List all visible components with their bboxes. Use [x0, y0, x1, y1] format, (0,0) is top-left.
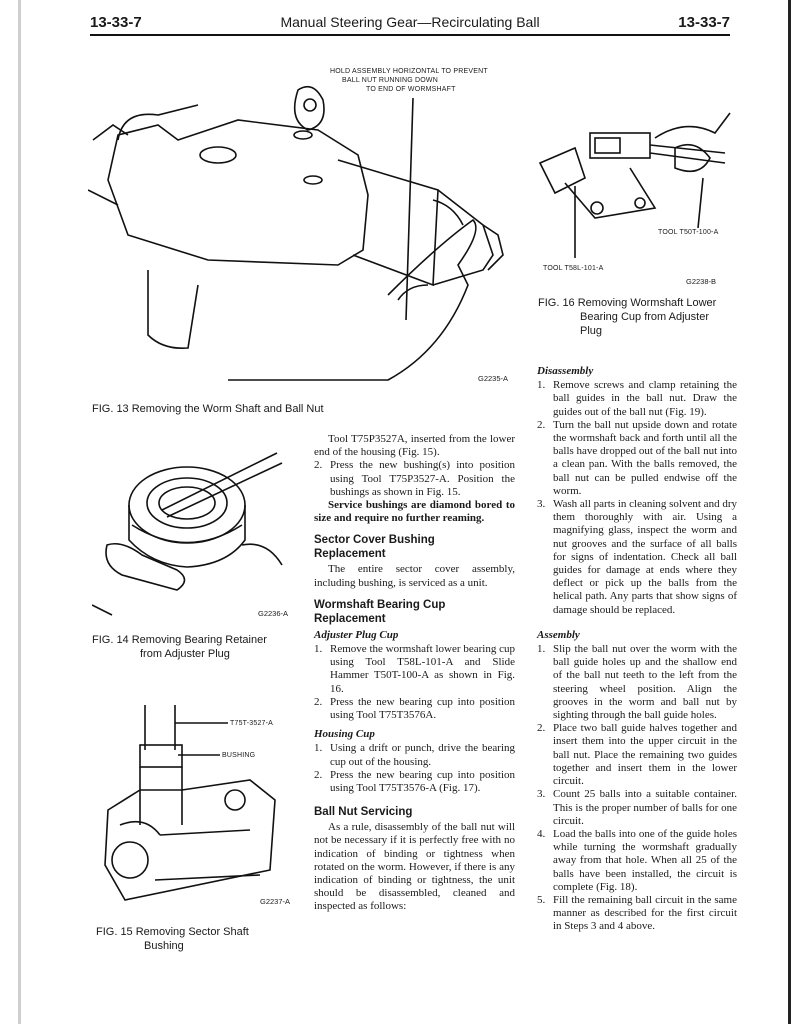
- middle-column: [314, 433, 515, 914]
- assembly-heading: Assembly: [537, 628, 580, 641]
- fig16-label-tool-right: TOOL T50T-100-A: [658, 229, 719, 236]
- step-number: 5.: [537, 893, 546, 906]
- step-text: Press the new bushing(s) into position using Tool T75P3527-A. Position the bushings as shown in Fig. 15.: [330, 459, 515, 498]
- list-item: [314, 769, 515, 795]
- bushing-step-2: [314, 459, 515, 499]
- step-text: Count 25 balls into a suitable container. This is the proper number of balls for one circuit.: [553, 788, 737, 827]
- list-item: [314, 643, 515, 696]
- page-number-left: 13-33-7: [90, 14, 142, 31]
- step-number: 2.: [314, 768, 323, 781]
- heading-line: Wormshaft Bearing Cup: [314, 598, 446, 611]
- fig13-code: G2235-A: [478, 374, 509, 383]
- step-text: Remove screws and clamp retaining the ball guides in the ball nut. Draw the guides out of the ball nut (Fig. 19).: [553, 379, 737, 418]
- page-title: Manual Steering Gear—Recirculating Ball: [280, 14, 540, 30]
- sector-cover-heading: [314, 533, 515, 561]
- fig15-label-tool: T75T-3527-A: [230, 720, 274, 727]
- ball-nut-text: As a rule, disassembly of the ball nut will not be necessary if it is perfectly free with no indication of binding or tightness when rotated on the worm. However, if there is any indication of binding or tightness, the unit should be disassembled, cleaned and inspected as follows:: [314, 821, 515, 913]
- header-rule: [90, 34, 730, 36]
- fig14-caption-line1: FIG. 14 Removing Bearing Retainer: [92, 634, 267, 646]
- adjuster-plug-heading: Adjuster Plug Cup: [314, 628, 399, 641]
- right-column: [537, 362, 737, 934]
- step-number: 1.: [537, 379, 546, 392]
- step-text: Remove the wormshaft lower bearing cup using Tool T58L-101-A and Slide Hammer T50T-100-A as shown in Fig. 16.: [330, 643, 515, 695]
- step-text: Using a drift or punch, drive the bearing cup out of the housing.: [330, 742, 515, 768]
- step-text: Load the balls into one of the guide holes while turning the wormshaft gradually away from that hole. When all 25 of the balls have been installed, the circuit is complete (Fig. 18).: [553, 827, 737, 893]
- list-item: [537, 498, 737, 617]
- fig16-illustration: [535, 108, 735, 273]
- fig13-caption: FIG. 13 Removing the Worm Shaft and Ball Nut: [92, 403, 324, 415]
- step-number: 2.: [537, 418, 546, 431]
- fig16-caption: [538, 296, 738, 338]
- housing-steps: [314, 742, 515, 795]
- step-number: 1.: [314, 643, 323, 656]
- step-number: 4.: [537, 827, 546, 840]
- fig14-caption: [92, 633, 302, 661]
- step-text: Press the new bearing cup into position using Tool T75T3576A.: [330, 695, 515, 722]
- list-item: [537, 894, 737, 934]
- heading-line: Replacement: [314, 612, 386, 625]
- fig13-callout-line1: HOLD ASSEMBLY HORIZONTAL TO PREVENT: [330, 68, 488, 75]
- bushing-note: Service bushings are diamond bored to size and require no further reaming.: [314, 499, 515, 525]
- list-item: [537, 788, 737, 828]
- fig16-code: G2238-B: [686, 277, 717, 286]
- fig16-label-tool-left: TOOL T58L-101-A: [543, 265, 604, 272]
- step-text: Slip the ball nut over the worm with the ball guide holes up and the shallow end of the ball nut teeth to the left from the steering wheel position. Align the grooves in the worm and ball nut by sighting through the ball guide holes.: [553, 643, 737, 722]
- bushing-cont-text: Tool T75P3527A, inserted from the lower end of the housing (Fig. 15).: [314, 433, 515, 459]
- step-number: 3.: [537, 498, 546, 511]
- step-number: 3.: [537, 788, 546, 801]
- fig15-caption-line1: FIG. 15 Removing Sector Shaft: [96, 926, 249, 938]
- fig16-caption-line1: FIG. 16 Removing Wormshaft Lower: [538, 297, 717, 309]
- step-number: 1.: [314, 742, 323, 755]
- heading-line: Sector Cover Bushing: [314, 534, 435, 547]
- fig16-caption-line2: Bearing Cup from Adjuster: [580, 311, 710, 323]
- fig15-caption: [96, 925, 306, 953]
- fig16-caption-line3: Plug: [580, 325, 603, 337]
- fig14-caption-line2: from Adjuster Plug: [140, 648, 230, 660]
- fig13-callout-line2: BALL NUT RUNNING DOWN: [342, 77, 438, 84]
- housing-cup-heading: Housing Cup: [314, 728, 375, 741]
- page-number-right: 13-33-7: [678, 14, 730, 31]
- list-item: [314, 742, 515, 768]
- heading-line: Replacement: [314, 548, 386, 561]
- page-edge-left: [18, 0, 21, 1024]
- step-number: 2.: [314, 459, 323, 472]
- list-item: [314, 696, 515, 722]
- list-item: [537, 419, 737, 498]
- disassembly-steps: [537, 379, 737, 617]
- step-text: Press the new bearing cup into position using Tool T75T3576-A (Fig. 17).: [330, 768, 515, 795]
- list-item: [537, 379, 737, 419]
- fig14-code: G2236-A: [258, 609, 289, 618]
- fig15-illustration: [100, 705, 300, 910]
- step-text: Wash all parts in cleaning solvent and dry them thoroughly with air. Using a magnifying glass, inspect the worm and nut grooves and the surface of all balls for signs of indentation. Check all ball guides for damage at ends where they deflect or pick up the balls from the helical path. Any parts that show signs of damage should be replaced.: [553, 498, 737, 616]
- fig15-label-bushing: BUSHING: [222, 752, 256, 759]
- list-item: [537, 643, 737, 722]
- step-text: Fill the remaining ball circuit in the same manner as described for the first circuit in Steps 3 and 4 above.: [553, 893, 737, 933]
- step-text: Place two ball guide halves together and insert them into the upper circuit in the ball nut. Place the remaining two guides together and insert them in the lower circuit.: [553, 722, 737, 788]
- step-number: 2.: [537, 722, 546, 735]
- wormshaft-bearing-heading: [314, 598, 515, 626]
- assembly-steps: [537, 643, 737, 933]
- fig14-illustration: [92, 445, 297, 620]
- disassembly-heading: Disassembly: [537, 365, 594, 377]
- ball-nut-heading: Ball Nut Servicing: [314, 806, 413, 819]
- page-header: [90, 14, 730, 36]
- fig15-code: G2237-A: [260, 897, 291, 906]
- fig13-callout-line3: TO END OF WORMSHAFT: [366, 86, 456, 93]
- list-item: [537, 828, 737, 894]
- step-number: 1.: [537, 643, 546, 656]
- fig13-illustration: [88, 80, 518, 385]
- fig15-caption-line2: Bushing: [144, 940, 184, 952]
- sector-cover-text: The entire sector cover assembly, including bushing, is serviced as a unit.: [314, 563, 515, 589]
- step-number: 2.: [314, 695, 323, 708]
- list-item: [537, 722, 737, 788]
- step-text: Turn the ball nut upside down and rotate the wormshaft back and forth until all the balls have dropped out of the ball nut into a clean pan. With the balls removed, the ball nut can be pulled endwise off the worm.: [553, 418, 737, 497]
- adjuster-steps: [314, 643, 515, 722]
